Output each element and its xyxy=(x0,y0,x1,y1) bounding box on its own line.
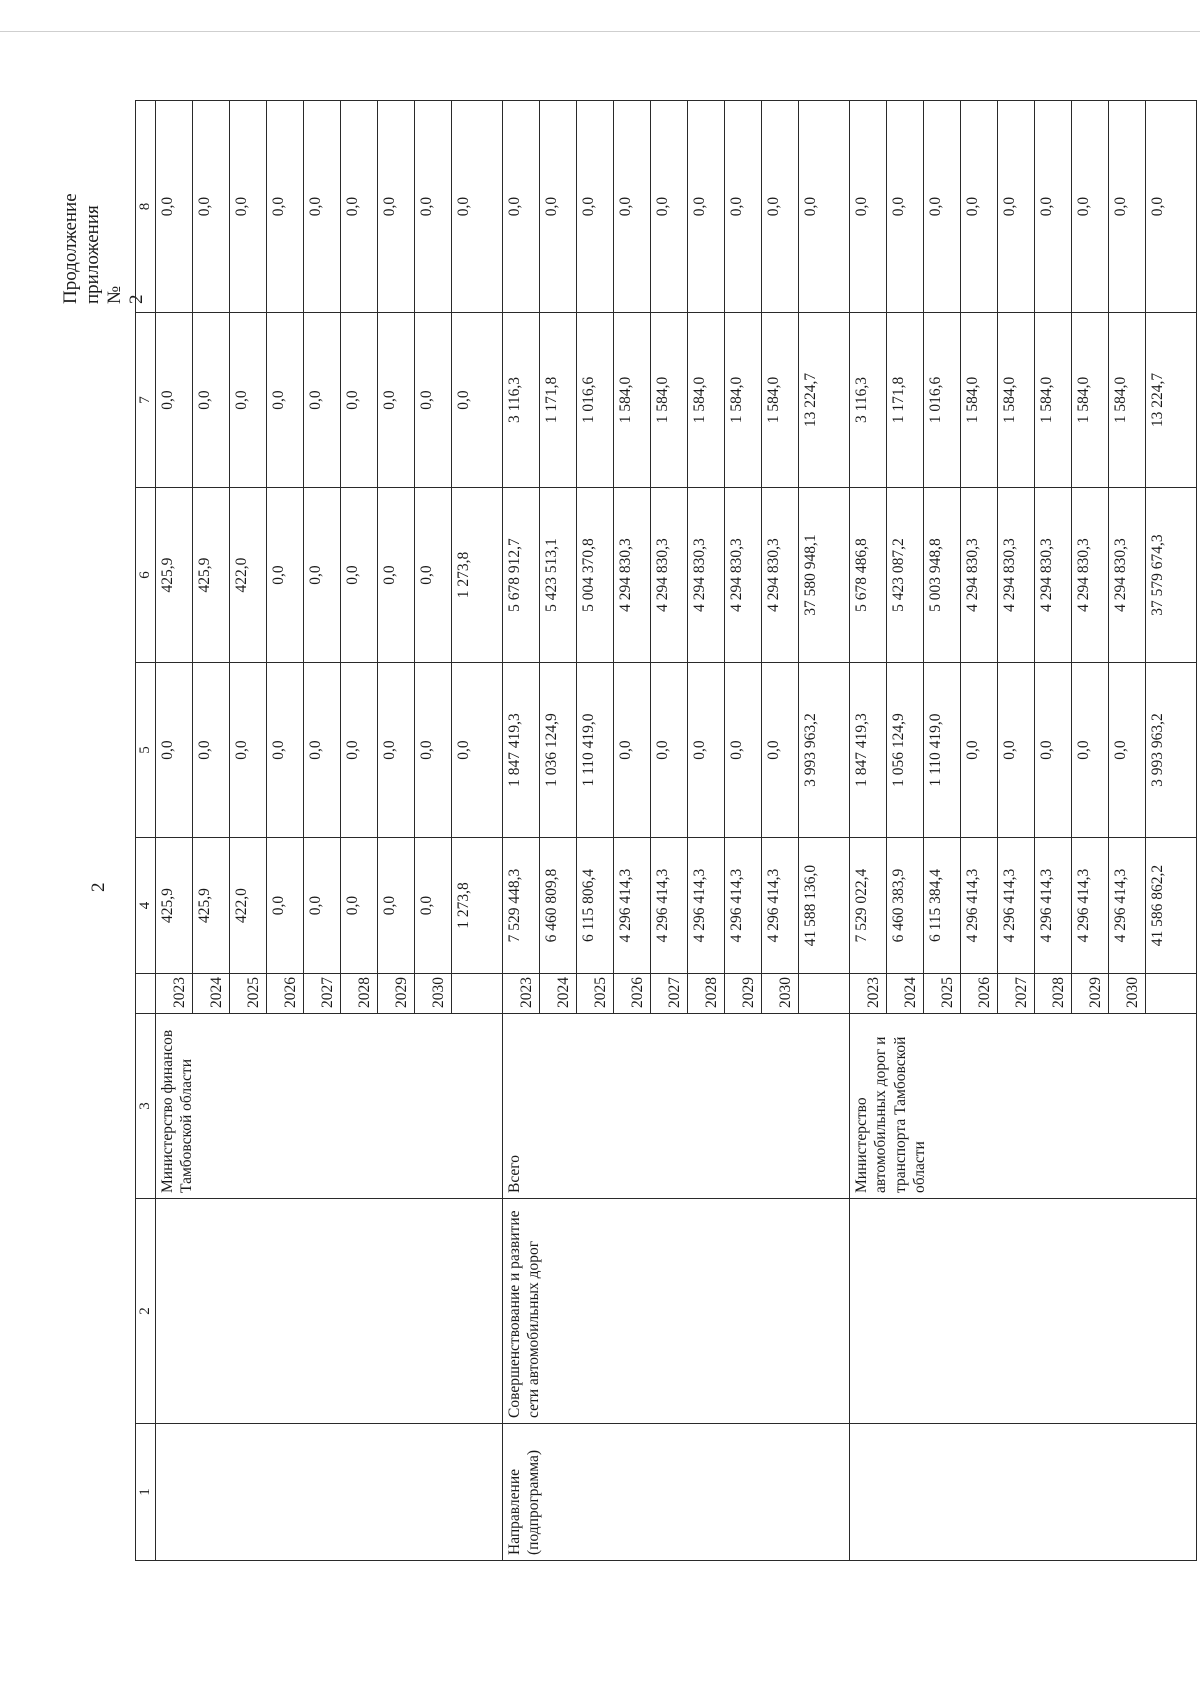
value-cell: 0,0 xyxy=(1108,663,1145,838)
year-cell-empty xyxy=(451,974,502,1014)
year-cell: 2028 xyxy=(1034,974,1071,1014)
value-cell: 0,0 xyxy=(960,101,997,313)
scan-edge xyxy=(0,31,1200,32)
value-cell: 0,0 xyxy=(886,101,923,313)
value-cell: 0,0 xyxy=(1034,663,1071,838)
value-cell: 1 584,0 xyxy=(1071,313,1108,488)
document-page: 2 Продолжение приложения № 2 1 2 3 4 5 6 7 8 Министерство финансов Тамбовской области 2023 425,9 0,0 425,9 0,0 0,0 2024 425,9 0,0 425,9 0,0 0,0 2025 422,0 0,0 422,0 0,0 0,0 2026 0,0 0,0 0,0 0,0 0,0 2027 0,0 0,0 0,0 0,0 0,0 2028 0,0 0,0 0,0 0,0 0,0 2029 0,0 0,0 0,0 0,0 0,0 2030 0,0 0,0 0,0 0,0 0,0 1 273,8 0,0 1 273,8 0,0 0,0 Направление (подпрограмма) Совершенствование и развитие сети автомобильных дорог Всего 2023 7 529 448,3 1 847 419,3 5 678 912,7 3 116,3 0,0 2024 6 460 809,8 1 036 124,9 5 423 513,1 1 171,8 0,0 2025 6 115 806,4 1 110 419,0 5 004 370,8 1 016,6 0,0 2026 4 296 414,3 0,0 4 294 830,3 1 584,0 0,0 2027 4 296 414,3 0,0 4 294 830,3 1 584,0 0,0 2028 4 296 414,3 0,0 4 294 830,3 1 584,0 0,0 2029 4 296 414,3 0,0 4 294 830,3 1 584,0 0,0 2030 4 296 414,3 0,0 4 294 830,3 1 584,0 0,0 41 588 136,0 3 993 963,2 37 580 948,1 13 224,7 0,0 Министерство автомобильных дорог и транспорта Тамбовской области 2023 7 529 022,4 1 847 419,3 5 678 486,8 3 116,3 0,0 2024 6 460 383,9 1 056 124,9 5 423 087,2 1 171,8 0,0 2025 6 115 384,4 1 110 419,0 5 003 948,8 1 016,6 0,0 2026 4 296 414,3 0,0 4 294 830,3 1 584,0 0,0 2027 4 296 414,3 0,0 4 294 830,3 1 584,0 0,0 2028 4 296 414,3 0,0 4 294 830,3 1 584,0 0,0 2029 4 296 414,3 0,0 4 294 830,3 1 584,0 0,0 2030 4 296 414,3 0,0 4 294 830,3 1 584,0 0,0 41 586 862,2 3 993 963,2 37 579 674,3 13 224,7 0,0 xyxy=(0,0,1200,1697)
value-cell: 0,0 xyxy=(229,663,266,838)
year-cell: 2023 xyxy=(155,974,192,1014)
total-cell: 3 993 963,2 xyxy=(1145,663,1196,838)
year-cell: 2026 xyxy=(266,974,303,1014)
value-cell: 1 171,8 xyxy=(886,313,923,488)
value-cell: 4 294 830,3 xyxy=(1034,488,1071,663)
year-cell: 2027 xyxy=(650,974,687,1014)
col-header-3: 3 xyxy=(136,1014,156,1199)
value-cell: 1 036 124,9 xyxy=(539,663,576,838)
value-cell: 0,0 xyxy=(303,663,340,838)
value-cell: 4 294 830,3 xyxy=(650,488,687,663)
value-cell: 0,0 xyxy=(303,101,340,313)
value-cell: 0,0 xyxy=(340,488,377,663)
col-header-2: 2 xyxy=(136,1199,156,1424)
value-cell: 0,0 xyxy=(266,313,303,488)
value-cell: 0,0 xyxy=(155,663,192,838)
budget-table xyxy=(135,100,1197,1561)
total-cell: 1 273,8 xyxy=(451,838,502,974)
col-header-7: 7 xyxy=(136,313,156,488)
col-header-1: 1 xyxy=(136,1424,156,1561)
value-cell: 425,9 xyxy=(192,838,229,974)
value-cell: 0,0 xyxy=(539,101,576,313)
value-cell: 4 296 414,3 xyxy=(1108,838,1145,974)
value-cell: 5 003 948,8 xyxy=(923,488,960,663)
total-cell: 37 580 948,1 xyxy=(798,488,849,663)
value-cell: 0,0 xyxy=(340,101,377,313)
value-cell: 0,0 xyxy=(502,101,539,313)
year-cell: 2029 xyxy=(1071,974,1108,1014)
value-cell: 5 423 513,1 xyxy=(539,488,576,663)
value-cell: 0,0 xyxy=(340,663,377,838)
value-cell: 0,0 xyxy=(650,101,687,313)
value-cell: 1 584,0 xyxy=(997,313,1034,488)
value-cell: 0,0 xyxy=(377,838,414,974)
value-cell: 0,0 xyxy=(340,838,377,974)
value-cell: 0,0 xyxy=(266,488,303,663)
value-cell: 4 294 830,3 xyxy=(960,488,997,663)
value-cell: 0,0 xyxy=(960,663,997,838)
total-cell: 37 579 674,3 xyxy=(1145,488,1196,663)
total-cell: 13 224,7 xyxy=(798,313,849,488)
value-cell: 4 294 830,3 xyxy=(761,488,798,663)
row-group-label xyxy=(155,1424,502,1561)
value-cell: 0,0 xyxy=(266,838,303,974)
value-cell: 4 294 830,3 xyxy=(997,488,1034,663)
value-cell: 0,0 xyxy=(724,101,761,313)
value-cell: 0,0 xyxy=(414,313,451,488)
program-name xyxy=(849,1199,1196,1424)
year-cell: 2024 xyxy=(886,974,923,1014)
value-cell: 3 116,3 xyxy=(849,313,886,488)
value-cell: 4 296 414,3 xyxy=(997,838,1034,974)
total-cell: 0,0 xyxy=(798,101,849,313)
value-cell: 4 294 830,3 xyxy=(1108,488,1145,663)
value-cell: 4 296 414,3 xyxy=(960,838,997,974)
total-cell: 0,0 xyxy=(451,313,502,488)
year-cell-empty xyxy=(798,974,849,1014)
year-cell: 2027 xyxy=(303,974,340,1014)
value-cell: 0,0 xyxy=(303,313,340,488)
total-cell: 41 588 136,0 xyxy=(798,838,849,974)
col-header-year xyxy=(136,974,156,1014)
value-cell: 0,0 xyxy=(613,101,650,313)
value-cell: 0,0 xyxy=(340,313,377,488)
value-cell: 0,0 xyxy=(414,838,451,974)
year-cell: 2027 xyxy=(997,974,1034,1014)
program-name: Совершенствование и развитие сети автомобильных дорог xyxy=(502,1199,849,1424)
value-cell: 6 460 809,8 xyxy=(539,838,576,974)
total-cell: 13 224,7 xyxy=(1145,313,1196,488)
table-row xyxy=(502,101,539,1561)
executor-name: Всего xyxy=(502,1014,849,1199)
value-cell: 425,9 xyxy=(155,838,192,974)
value-cell: 1 584,0 xyxy=(1034,313,1071,488)
value-cell: 0,0 xyxy=(414,101,451,313)
value-cell: 4 296 414,3 xyxy=(687,838,724,974)
header-row xyxy=(136,101,156,1561)
value-cell: 0,0 xyxy=(761,663,798,838)
value-cell: 0,0 xyxy=(155,313,192,488)
value-cell: 0,0 xyxy=(155,101,192,313)
value-cell: 4 296 414,3 xyxy=(761,838,798,974)
value-cell: 0,0 xyxy=(229,313,266,488)
value-cell: 1 584,0 xyxy=(960,313,997,488)
year-cell: 2025 xyxy=(576,974,613,1014)
year-cell: 2026 xyxy=(960,974,997,1014)
year-cell: 2025 xyxy=(923,974,960,1014)
value-cell: 1 056 124,9 xyxy=(886,663,923,838)
value-cell: 4 294 830,3 xyxy=(1071,488,1108,663)
value-cell: 1 584,0 xyxy=(1108,313,1145,488)
year-cell: 2024 xyxy=(192,974,229,1014)
value-cell: 0,0 xyxy=(849,101,886,313)
value-cell: 422,0 xyxy=(229,838,266,974)
year-cell: 2030 xyxy=(414,974,451,1014)
value-cell: 0,0 xyxy=(997,663,1034,838)
total-cell: 3 993 963,2 xyxy=(798,663,849,838)
value-cell: 5 678 912,7 xyxy=(502,488,539,663)
value-cell: 6 115 384,4 xyxy=(923,838,960,974)
value-cell: 0,0 xyxy=(687,101,724,313)
value-cell: 0,0 xyxy=(1071,101,1108,313)
value-cell: 1 584,0 xyxy=(724,313,761,488)
value-cell: 6 115 806,4 xyxy=(576,838,613,974)
year-cell: 2029 xyxy=(377,974,414,1014)
value-cell: 7 529 448,3 xyxy=(502,838,539,974)
value-cell: 3 116,3 xyxy=(502,313,539,488)
value-cell: 4 294 830,3 xyxy=(724,488,761,663)
table-row xyxy=(849,101,886,1561)
program-name xyxy=(155,1199,502,1424)
row-group-label xyxy=(849,1424,1196,1561)
value-cell: 0,0 xyxy=(377,101,414,313)
value-cell: 0,0 xyxy=(1034,101,1071,313)
value-cell: 1 584,0 xyxy=(613,313,650,488)
value-cell: 0,0 xyxy=(303,488,340,663)
value-cell: 1 016,6 xyxy=(576,313,613,488)
value-cell: 0,0 xyxy=(192,663,229,838)
year-cell: 2024 xyxy=(539,974,576,1014)
value-cell: 0,0 xyxy=(414,663,451,838)
value-cell: 1 016,6 xyxy=(923,313,960,488)
value-cell: 425,9 xyxy=(155,488,192,663)
value-cell: 0,0 xyxy=(724,663,761,838)
value-cell: 4 296 414,3 xyxy=(613,838,650,974)
value-cell: 0,0 xyxy=(303,838,340,974)
value-cell: 1 110 419,0 xyxy=(923,663,960,838)
value-cell: 0,0 xyxy=(1071,663,1108,838)
value-cell: 0,0 xyxy=(414,488,451,663)
executor-name: Министерство финансов Тамбовской области xyxy=(155,1014,502,1199)
page-number: 2 xyxy=(88,882,109,892)
value-cell: 4 296 414,3 xyxy=(1071,838,1108,974)
executor-name: Министерство автомобильных дорог и транспорта Тамбовской области xyxy=(849,1014,1196,1199)
value-cell: 4 296 414,3 xyxy=(650,838,687,974)
col-header-5: 5 xyxy=(136,663,156,838)
total-cell: 41 586 862,2 xyxy=(1145,838,1196,974)
year-cell: 2030 xyxy=(761,974,798,1014)
value-cell: 1 171,8 xyxy=(539,313,576,488)
value-cell: 1 847 419,3 xyxy=(502,663,539,838)
col-header-8: 8 xyxy=(136,101,156,313)
value-cell: 6 460 383,9 xyxy=(886,838,923,974)
year-cell: 2023 xyxy=(849,974,886,1014)
col-header-6: 6 xyxy=(136,488,156,663)
value-cell: 0,0 xyxy=(266,101,303,313)
year-cell: 2026 xyxy=(613,974,650,1014)
value-cell: 0,0 xyxy=(192,101,229,313)
value-cell: 0,0 xyxy=(997,101,1034,313)
value-cell: 1 584,0 xyxy=(761,313,798,488)
value-cell: 5 423 087,2 xyxy=(886,488,923,663)
row-group-label: Направление (подпрограмма) xyxy=(502,1424,849,1561)
value-cell: 0,0 xyxy=(192,313,229,488)
value-cell: 7 529 022,4 xyxy=(849,838,886,974)
table-body xyxy=(155,101,1196,1561)
year-cell-empty xyxy=(1145,974,1196,1014)
value-cell: 4 296 414,3 xyxy=(724,838,761,974)
total-cell: 0,0 xyxy=(451,101,502,313)
value-cell: 4 294 830,3 xyxy=(613,488,650,663)
value-cell: 0,0 xyxy=(1108,101,1145,313)
year-cell: 2029 xyxy=(724,974,761,1014)
year-cell: 2028 xyxy=(687,974,724,1014)
value-cell: 5 004 370,8 xyxy=(576,488,613,663)
total-cell: 1 273,8 xyxy=(451,488,502,663)
value-cell: 0,0 xyxy=(377,663,414,838)
value-cell: 4 296 414,3 xyxy=(1034,838,1071,974)
value-cell: 1 584,0 xyxy=(650,313,687,488)
value-cell: 0,0 xyxy=(687,663,724,838)
value-cell: 0,0 xyxy=(650,663,687,838)
value-cell: 1 110 419,0 xyxy=(576,663,613,838)
year-cell: 2030 xyxy=(1108,974,1145,1014)
value-cell: 0,0 xyxy=(576,101,613,313)
value-cell: 1 847 419,3 xyxy=(849,663,886,838)
total-cell: 0,0 xyxy=(451,663,502,838)
value-cell: 0,0 xyxy=(613,663,650,838)
value-cell: 5 678 486,8 xyxy=(849,488,886,663)
year-cell: 2023 xyxy=(502,974,539,1014)
value-cell: 1 584,0 xyxy=(687,313,724,488)
col-header-4: 4 xyxy=(136,838,156,974)
value-cell: 0,0 xyxy=(229,101,266,313)
total-cell: 0,0 xyxy=(1145,101,1196,313)
value-cell: 4 294 830,3 xyxy=(687,488,724,663)
value-cell: 425,9 xyxy=(192,488,229,663)
value-cell: 422,0 xyxy=(229,488,266,663)
value-cell: 0,0 xyxy=(377,313,414,488)
value-cell: 0,0 xyxy=(266,663,303,838)
value-cell: 0,0 xyxy=(761,101,798,313)
value-cell: 0,0 xyxy=(923,101,960,313)
table-row xyxy=(155,101,192,1561)
year-cell: 2025 xyxy=(229,974,266,1014)
value-cell: 0,0 xyxy=(377,488,414,663)
year-cell: 2028 xyxy=(340,974,377,1014)
